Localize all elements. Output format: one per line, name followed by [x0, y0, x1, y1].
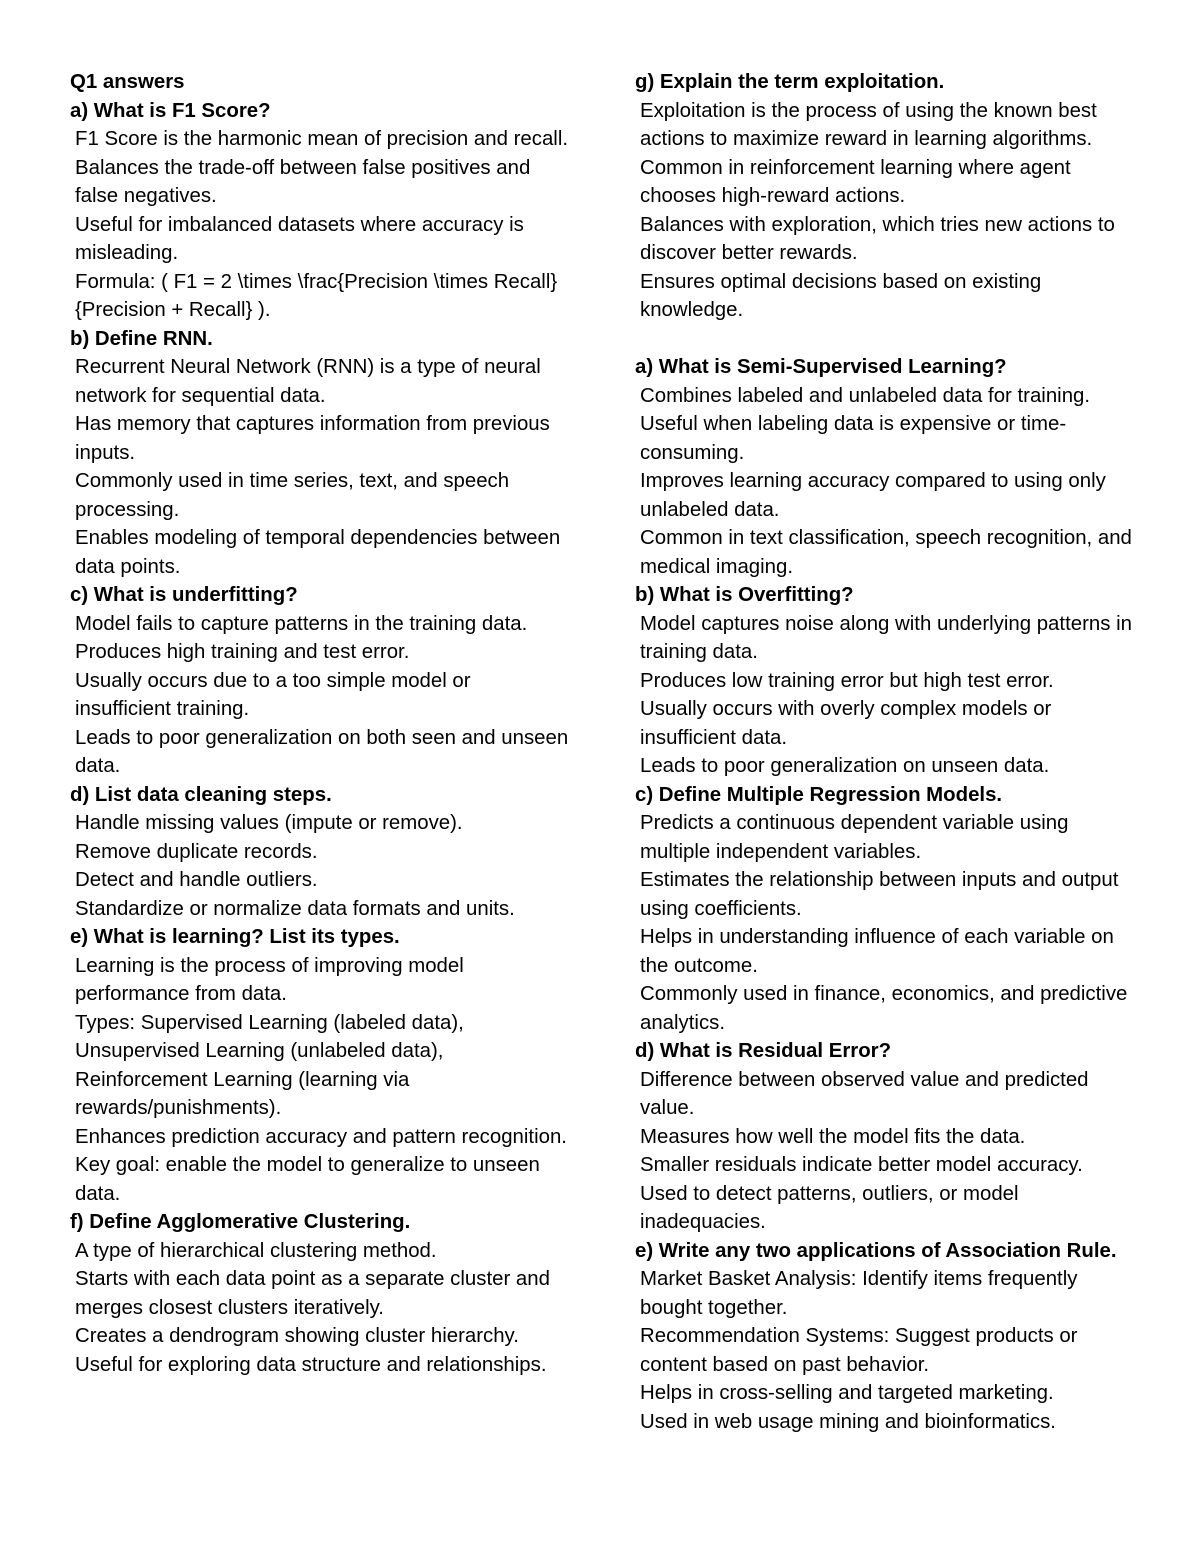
answer-point: Enables modeling of temporal dependencies between data points. — [75, 527, 561, 578]
answer-point: Used to detect patterns, outliers, or model inadequacies. — [640, 1182, 1019, 1233]
answer-point: Creates a dendrogram showing cluster hierarchy. — [75, 1325, 519, 1347]
answer-point: Starts with each data point as a separate cluster and merges closest clusters iteratively. — [75, 1268, 550, 1319]
section-spacer — [635, 325, 1135, 354]
answer-point: Model captures noise along with underlying patterns in training data. — [640, 612, 1132, 663]
answer-point: Leads to poor generalization on unseen data. — [640, 755, 1050, 777]
answer-point: Difference between observed value and predicted value. — [640, 1068, 1089, 1119]
answer-point: Usually occurs due to a too simple model or insufficient training. — [75, 669, 471, 720]
answer-point: Handle missing values (impute or remove). — [75, 812, 463, 834]
answer-point: Helps in cross-selling and targeted marketing. — [640, 1382, 1054, 1404]
section-title: e) Write any two applications of Association Rule. — [635, 1239, 1117, 1262]
section-exploitation — [635, 68, 1135, 325]
answer-point: Usually occurs with overly complex models or insufficient data. — [640, 698, 1052, 749]
answer-point: Useful for exploring data structure and relationships. — [75, 1353, 547, 1376]
answer-point: Formula: ( F1 = 2 \times \frac{Precision \times Recall}{Precision + Recall} ). — [75, 270, 558, 321]
answer-point: Combines labeled and unlabeled data for training. — [640, 384, 1091, 407]
section-residual-error — [635, 1037, 1135, 1237]
section-association-rule — [635, 1237, 1135, 1437]
section-multiple-regression — [635, 781, 1135, 1038]
section-overfitting — [635, 581, 1135, 781]
section-title: d) List data cleaning steps. — [70, 783, 332, 806]
section-rnn — [70, 325, 570, 582]
left-column — [70, 68, 570, 1379]
section-title: c) Define Multiple Regression Models. — [635, 783, 1003, 806]
section-title: c) What is underfitting? — [70, 584, 298, 606]
answer-point: Balances the trade-off between false positives and false negatives. — [75, 156, 531, 207]
answer-point: Types: Supervised Learning (labeled data), Unsupervised Learning (unlabeled data), Reinforcement Learning (learning via rewards/punishments). — [75, 1011, 464, 1119]
document-heading — [70, 68, 570, 97]
answer-point: Balances with exploration, which tries new actions to discover better rewards. — [640, 213, 1115, 264]
answer-point: Measures how well the model fits the data. — [640, 1125, 1026, 1148]
answer-point: Recurrent Neural Network (RNN) is a type of neural network for sequential data. — [75, 356, 541, 407]
section-agglomerative-clustering — [70, 1208, 570, 1379]
answer-point: Learning is the process of improving model performance from data. — [75, 954, 464, 1005]
section-title: d) What is Residual Error? — [635, 1040, 892, 1062]
answer-point: Standardize or normalize data formats and units. — [75, 897, 515, 920]
answer-point: Model fails to capture patterns in the training data. — [75, 612, 528, 635]
answer-point: Produces high training and test error. — [75, 641, 410, 663]
answer-point: Commonly used in finance, economics, and predictive analytics. — [640, 983, 1128, 1034]
answer-point: Has memory that captures information from previous inputs. — [75, 413, 550, 464]
answer-point: Produces low training error but high test error. — [640, 669, 1054, 692]
answer-point: Remove duplicate records. — [75, 840, 318, 863]
answer-point: Enhances prediction accuracy and pattern recognition. — [75, 1125, 567, 1148]
section-title: b) Define RNN. — [70, 327, 213, 350]
page-title: Q1 answers — [70, 71, 185, 93]
answer-point: Common in reinforcement learning where agent chooses high-reward actions. — [640, 156, 1071, 207]
answer-point: Key goal: enable the model to generalize to unseen data. — [75, 1154, 540, 1205]
section-learning — [70, 923, 570, 1208]
answer-point: Useful for imbalanced datasets where accuracy is misleading. — [75, 213, 524, 264]
section-title: a) What is F1 Score? — [70, 99, 271, 122]
answer-point: F1 Score is the harmonic mean of precision and recall. — [75, 128, 569, 150]
right-column — [635, 68, 1135, 1436]
section-title: a) What is Semi-Supervised Learning? — [635, 356, 1007, 378]
section-title: f) Define Agglomerative Clustering. — [70, 1211, 411, 1233]
answer-point: Commonly used in time series, text, and speech processing. — [75, 470, 510, 521]
answer-point: Detect and handle outliers. — [75, 869, 318, 891]
answer-point: Exploitation is the process of using the known best actions to maximize reward in learning algorithms. — [640, 99, 1097, 150]
answer-point: Predicts a continuous dependent variable using multiple independent variables. — [640, 812, 1069, 863]
section-underfitting — [70, 581, 570, 781]
answer-point: Recommendation Systems: Suggest products or content based on past behavior. — [640, 1325, 1078, 1376]
section-title: g) Explain the term exploitation. — [635, 71, 945, 93]
answer-point: Ensures optimal decisions based on existing knowledge. — [640, 270, 1042, 321]
answer-point: Used in web usage mining and bioinformatics. — [640, 1410, 1056, 1433]
answer-point: Common in text classification, speech recognition, and medical imaging. — [640, 527, 1132, 578]
section-data-cleaning — [70, 781, 570, 924]
answer-point: Helps in understanding influence of each variable on the outcome. — [640, 926, 1114, 977]
answer-point: Leads to poor generalization on both seen and unseen data. — [75, 726, 569, 777]
answer-point: Smaller residuals indicate better model accuracy. — [640, 1154, 1083, 1176]
section-semi-supervised — [635, 353, 1135, 581]
section-f1-score — [70, 97, 570, 325]
answer-point: A type of hierarchical clustering method. — [75, 1239, 437, 1262]
section-title: e) What is learning? List its types. — [70, 926, 400, 948]
section-title: b) What is Overfitting? — [635, 584, 854, 606]
answer-point: Useful when labeling data is expensive or time-consuming. — [640, 413, 1067, 464]
answer-point: Estimates the relationship between inputs and output using coefficients. — [640, 869, 1119, 920]
answer-point: Market Basket Analysis: Identify items frequently bought together. — [640, 1268, 1078, 1319]
answer-point: Improves learning accuracy compared to using only unlabeled data. — [640, 470, 1106, 521]
